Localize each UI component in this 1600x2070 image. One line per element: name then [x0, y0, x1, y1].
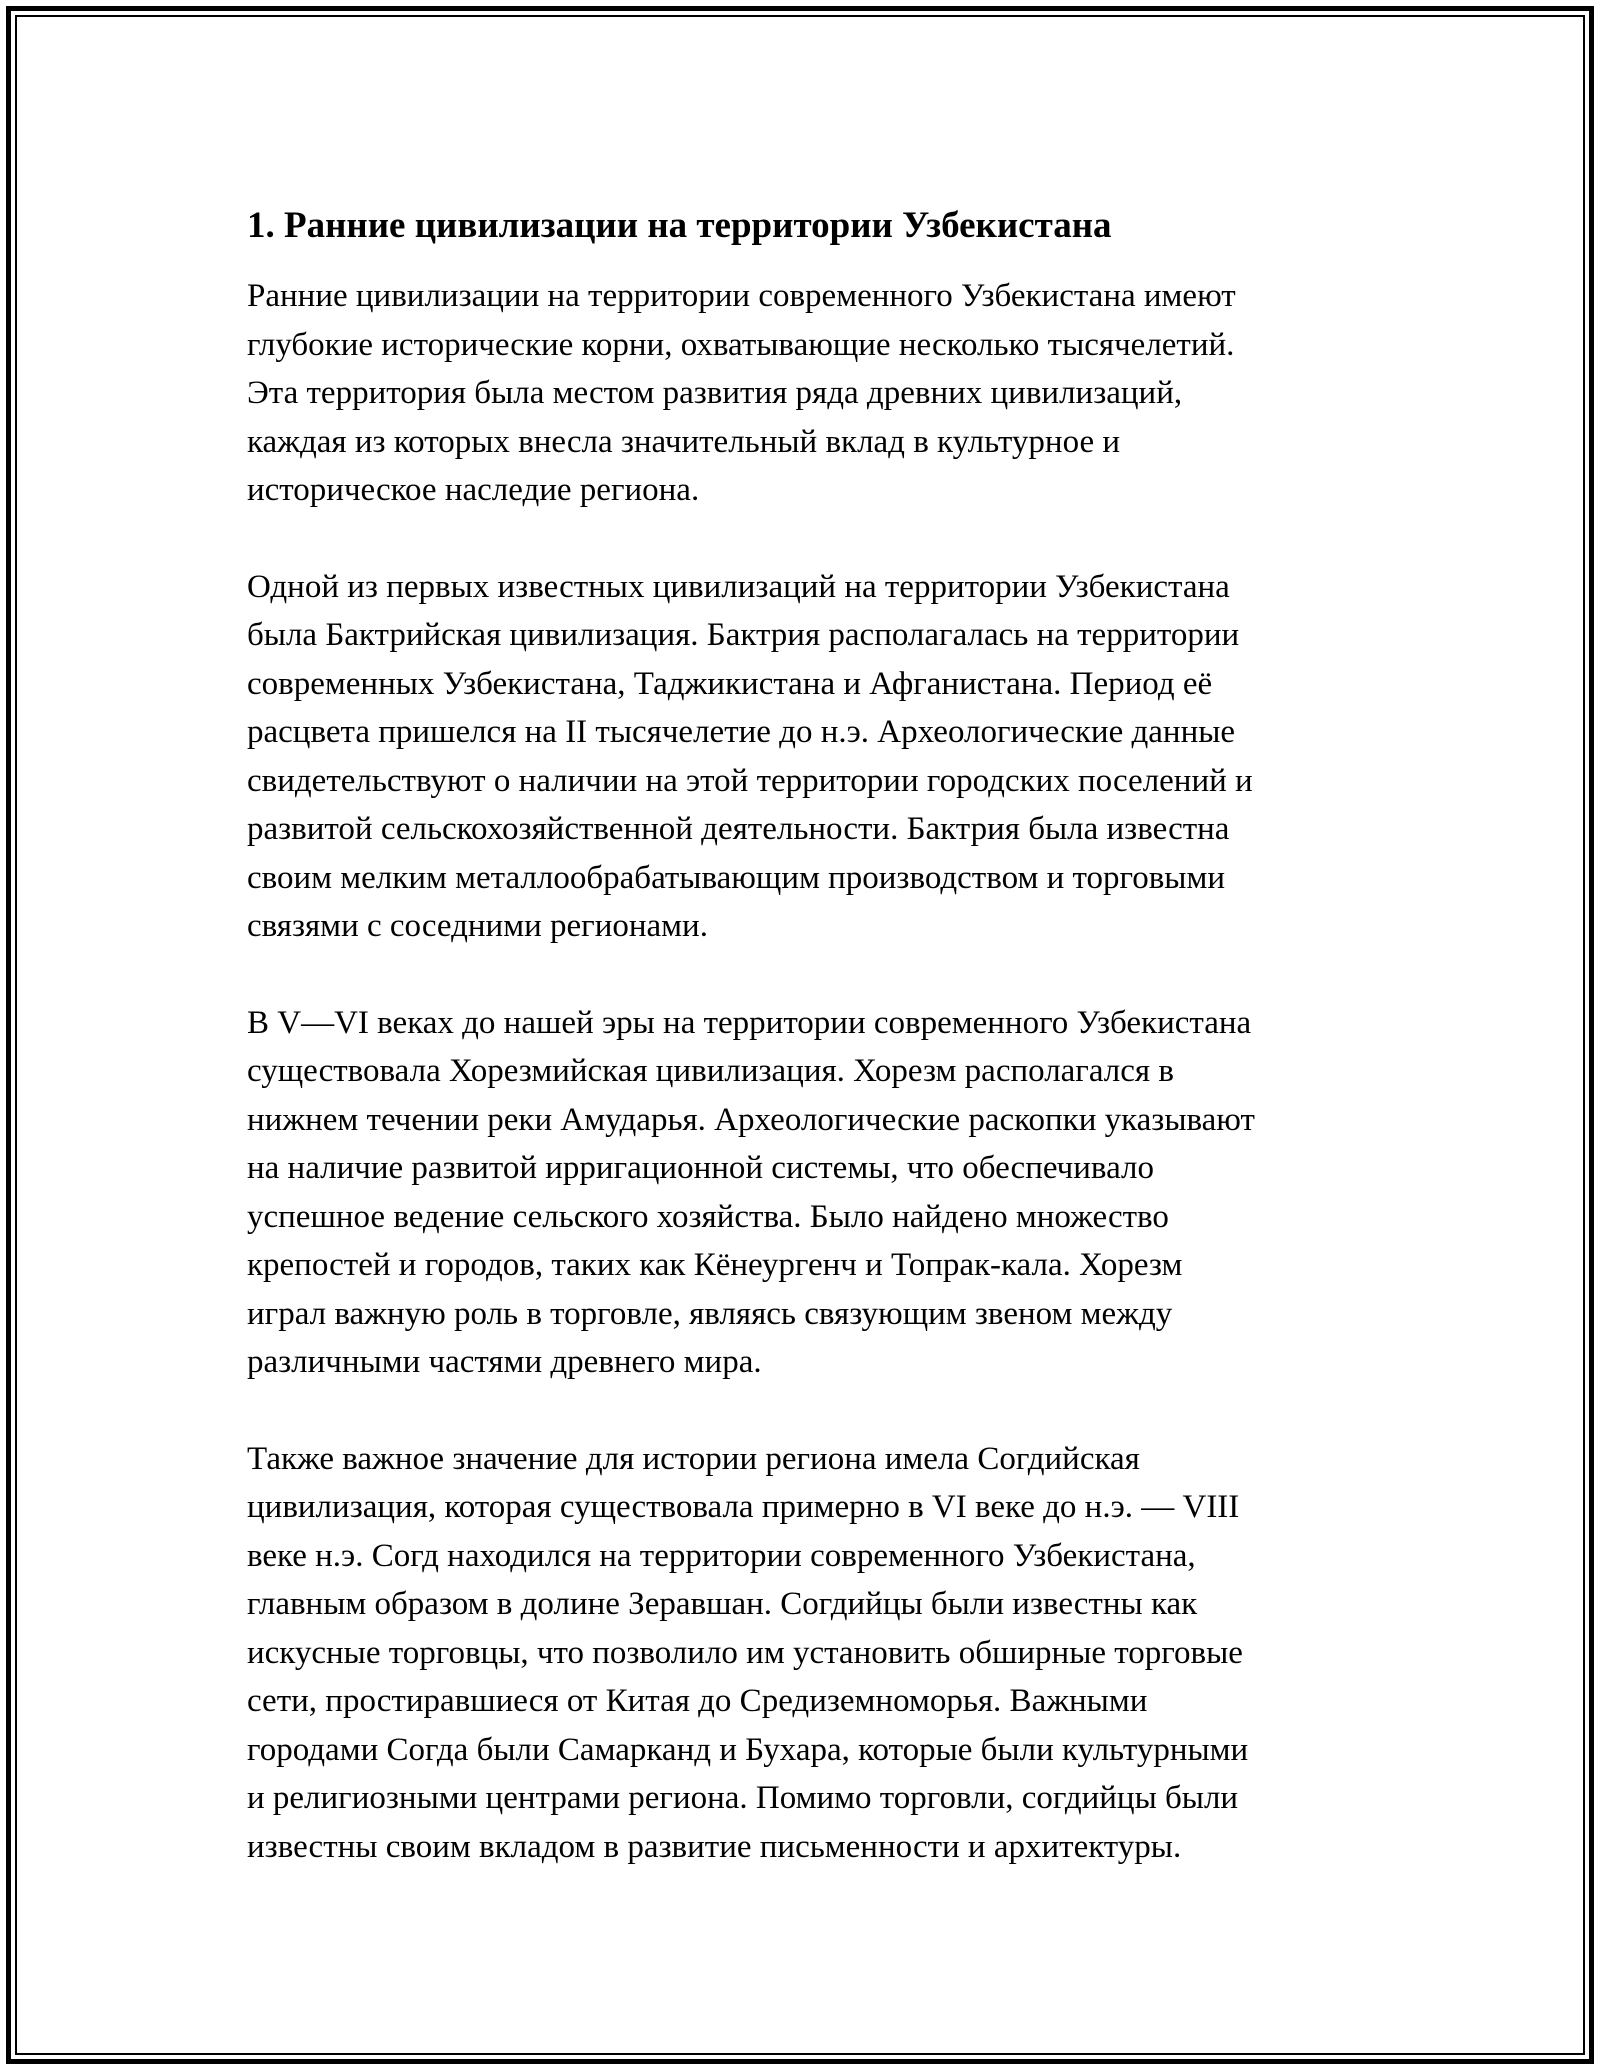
document-content: [247, 202, 1427, 1919]
paragraph-line: существовала Хорезмийская цивилизация. Хорезм располагался в: [247, 1053, 1174, 1089]
paragraph-line: различными частями древнего мира.: [247, 1344, 762, 1380]
paragraph-line: каждая из которых внесла значительный вклад в культурное и: [247, 423, 1121, 460]
paragraph-line: известны своим вкладом в развитие письменности и архитектуры.: [247, 1828, 1182, 1865]
paragraph-line: была Бактрийская цивилизация. Бактрия располагалась на территории: [247, 617, 1240, 653]
paragraph-line: на наличие развитой ирригационной системы, что обеспечивало: [247, 1150, 1154, 1186]
paragraph-line: своим мелким металлообрабатывающим производством и торговыми: [247, 859, 1225, 896]
paragraph-line: играл важную роль в торговле, являясь связующим звеном между: [247, 1295, 1173, 1332]
paragraph-line: крепостей и городов, таких как Кёнеургенч и Топрак-кала. Хорезм: [247, 1247, 1183, 1283]
paragraph-line: развитой сельскохозяйственной деятельности. Бактрия была известна: [247, 811, 1230, 847]
paragraph-2: [247, 563, 1427, 951]
paragraph-line: свидетельствуют о наличии на этой территории городских поселений и: [247, 762, 1253, 799]
paragraph-line: городами Согда были Самарканд и Бухара, которые были культурными: [247, 1731, 1249, 1768]
paragraph-line: сети, простиравшиеся от Китая до Средиземноморья. Важными: [247, 1683, 1148, 1719]
paragraph-line: веке н.э. Согд находился на территории современного Узбекистана,: [247, 1537, 1196, 1574]
paragraph-line: нижнем течении реки Амударья. Археологические раскопки указывают: [247, 1101, 1255, 1138]
paragraph-line: историческое наследие региона.: [247, 472, 700, 508]
paragraph-4: [247, 1435, 1427, 1872]
paragraph-line: искусные торговцы, что позволило им установить обширные торговые: [247, 1634, 1243, 1671]
paragraph-line: Также важное значение для истории региона имела Согдийская: [247, 1440, 1140, 1477]
section-heading: 1. Ранние цивилизации на территории Узбекистана: [247, 205, 1112, 246]
paragraph-line: расцвета пришелся на II тысячелетие до н.э. Археологические данные: [247, 714, 1236, 750]
paragraph-line: Одной из первых известных цивилизаций на территории Узбекистана: [247, 568, 1230, 605]
paragraph-line: Ранние цивилизации на территории современного Узбекистана имеют: [247, 278, 1236, 314]
paragraph-line: В V—VI веках до нашей эры на территории современного Узбекистана: [247, 1004, 1252, 1041]
paragraph-1: [247, 272, 1427, 515]
document-page: [6, 6, 1594, 2064]
paragraph-line: Эта территория была местом развития ряда древних цивилизаций,: [247, 375, 1183, 411]
paragraph-line: современных Узбекистана, Таджикистана и Афганистана. Период её: [247, 665, 1213, 702]
paragraph-line: связями с соседними регионами.: [247, 908, 708, 944]
paragraph-3: [247, 999, 1427, 1387]
paragraph-line: главным образом в долине Зеравшан. Согдийцы были известны как: [247, 1586, 1198, 1622]
paragraph-line: и религиозными центрами региона. Помимо торговли, согдийцы были: [247, 1780, 1239, 1816]
paragraph-line: глубокие исторические корни, охватывающие несколько тысячелетий.: [247, 326, 1235, 363]
paragraph-line: цивилизация, которая существовала примерно в VI веке до н.э. — VIII: [247, 1489, 1240, 1525]
paragraph-line: успешное ведение сельского хозяйства. Было найдено множество: [247, 1198, 1169, 1235]
